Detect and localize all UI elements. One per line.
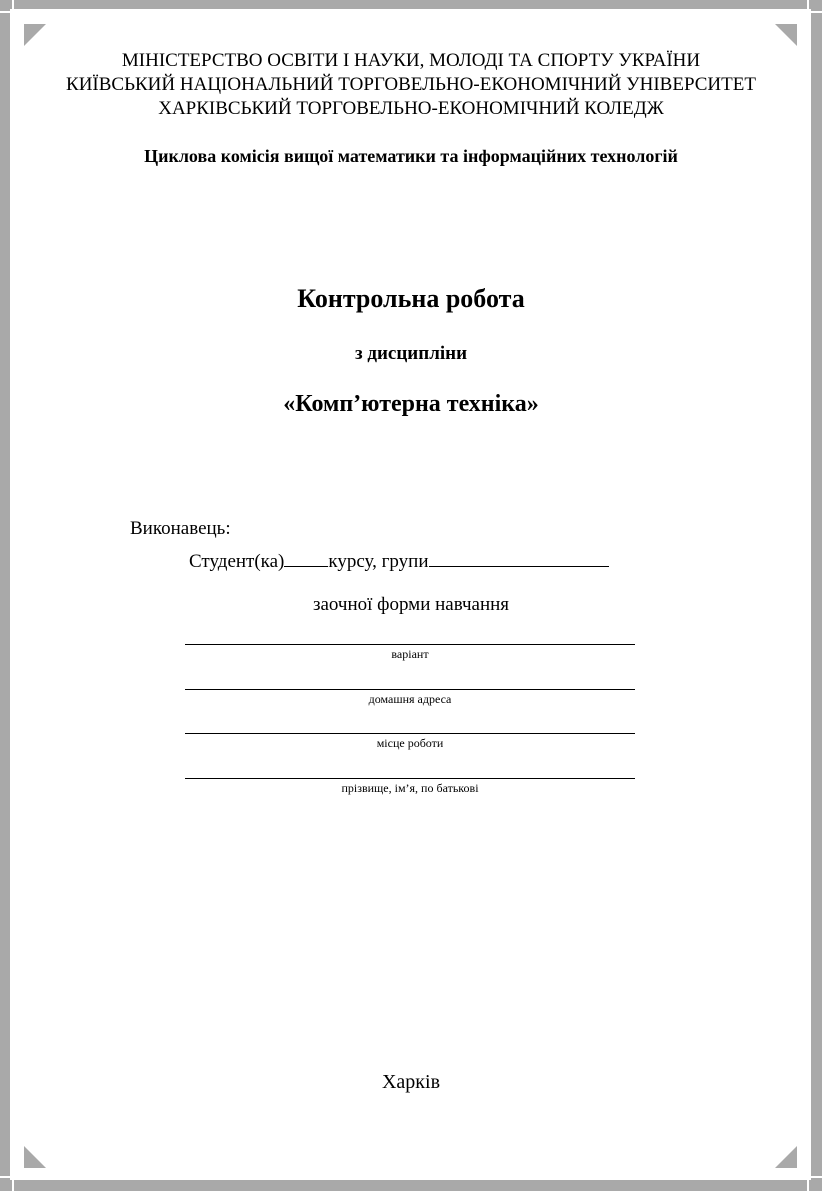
university-name: КИЇВСЬКИЙ НАЦІОНАЛЬНИЙ ТОРГОВЕЛЬНО-ЕКОНОМІЧНИЙ УНІВЕРСИТЕТ: [66, 74, 756, 95]
study-form: заочної форми навчання: [312, 594, 510, 615]
city-name: Харків: [381, 1071, 441, 1093]
student-prefix: Студент(ка): [189, 551, 285, 572]
page-frame-bottom: [0, 1180, 822, 1191]
course-blank: [284, 550, 328, 567]
page-frame-top: [0, 0, 822, 9]
corner-ornament-icon: [775, 24, 797, 46]
frame-inner-line-top: [0, 11, 822, 13]
address-caption: домашня адреса: [368, 692, 452, 706]
discipline-name: «Комп’ютерна техніка»: [283, 391, 539, 417]
student-line: [189, 550, 609, 573]
document-title: Контрольна робота: [297, 284, 525, 313]
document-subtitle: з дисципліни: [354, 343, 468, 364]
workplace-blank: [185, 733, 635, 734]
executor-label: Виконавець:: [130, 518, 231, 539]
variant-caption: варіант: [391, 647, 429, 661]
frame-inner-line-bottom: [0, 1176, 822, 1178]
corner-ornament-icon: [775, 1146, 797, 1168]
variant-blank: [185, 644, 635, 645]
course-label: курсу, групи: [328, 551, 429, 572]
fullname-blank: [185, 778, 635, 779]
fullname-caption: прізвище, ім’я, по батькові: [341, 781, 479, 795]
ministry-name: МІНІСТЕРСТВО ОСВІТИ І НАУКИ, МОЛОДІ ТА СПОРТУ УКРАЇНИ: [121, 50, 701, 71]
address-blank: [185, 689, 635, 690]
group-blank: [429, 550, 609, 567]
corner-ornament-icon: [24, 1146, 46, 1168]
corner-ornament-icon: [24, 24, 46, 46]
workplace-caption: місце роботи: [376, 736, 444, 750]
commission-name: Циклова комісія вищої математики та інформаційних технологій: [144, 146, 678, 166]
college-name: ХАРКІВСЬКИЙ ТОРГОВЕЛЬНО-ЕКОНОМІЧНИЙ КОЛЕДЖ: [158, 98, 664, 119]
